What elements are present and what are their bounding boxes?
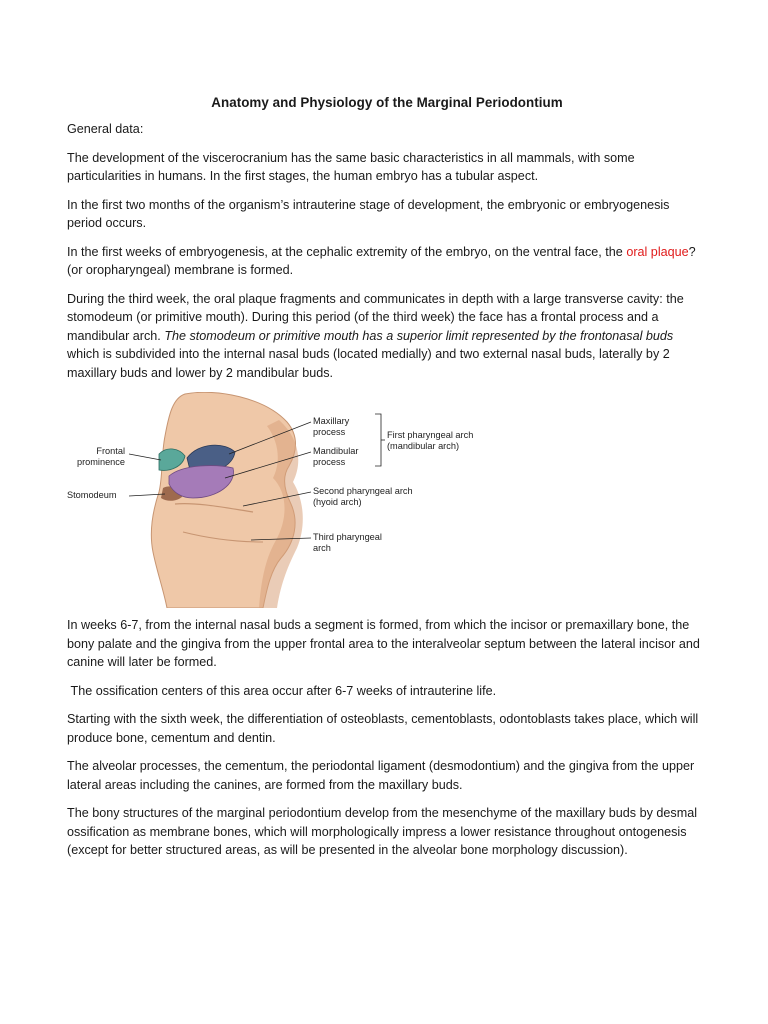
oral-plaque-highlight: oral plaque [626,244,689,259]
paragraph-oral-plaque [67,243,707,280]
section-heading-general-data: General data: [67,122,144,136]
paragraph-viscerocranium: The development of the viscerocranium has the same basic characteristics in all mammals, with some particularities in humans. In the first stages, the human embryo has a tubular aspect. [67,150,635,183]
paragraph-bony-structures: The bony structures of the marginal periodontium develop from the mesenchyme of the maxillary buds by desmal ossification as membrane bones, which will morphologically impress a lower resistance throughout ontogenesis (except for better structured areas, as will be presented in the alveolar bone morphology discussion). [67,806,697,857]
paragraph-sixth-week: Starting with the sixth week, the differentiation of osteoblasts, cementoblasts, odontoblasts takes place, which will produce bone, cementum and dentin. [67,712,699,745]
label-mandibular-process: Mandibular process [313,446,359,467]
document-title: Anatomy and Physiology of the Marginal Periodontium [211,95,563,110]
paragraph-ossification-centers: The ossification centers of this area occur after 6-7 weeks of intrauterine life. [67,683,497,698]
paragraph-alveolar-processes: The alveolar processes, the cementum, the periodontal ligament (desmodontium) and the gingiva from the upper lateral areas including the canines, are formed from the maxillary buds. [67,759,695,792]
paragraph-stomodeum [67,290,707,383]
label-stomodeum: Stomodeum [67,490,117,500]
oral-plaque-text-before: In the first weeks of embryogenesis, at the cephalic extremity of the embryo, on the ventral face, the [67,244,627,259]
paragraph-weeks-6-7: In weeks 6-7, from the internal nasal buds a segment is formed, from which the incisor or premaxillary bone, the bony palate and the gingiva from the upper frontal area to the interalveolar septum between the lateral incisor and canine will later be formed. [67,618,700,669]
oral-plaque-text-after: ? (or oropharyngeal) membrane is formed. [67,244,696,277]
stomodeum-text-before: During the third week, the oral plaque fragments and communicates in depth with a large transverse cavity: the stomodeum (or primitive mouth). During this period (of the third week) the face has a frontal process and a mandibular arch. [67,291,684,343]
embryo-illustration [67,392,487,608]
document-body [67,94,707,870]
stomodeum-text-after: which is subdivided into the internal nasal buds (located medially) and two external nasal buds, laterally by 2 maxillary buds and lower by 2 mandibular buds. [67,347,670,380]
label-second-pharyngeal-arch: Second pharyngeal arch (hyoid arch) [313,486,413,507]
embryo-face-figure [67,392,487,608]
stomodeum-italic-text: The stomodeum or primitive mouth has a superior limit represented by the frontonasal buds [164,328,674,343]
label-maxillary-process: Maxillary process [313,416,350,437]
paragraph-embryogenesis-period: In the first two months of the organism’s intrauterine stage of development, the embryonic or embryogenesis period occurs. [67,197,670,230]
label-third-pharyngeal-arch: Third pharyngeal arch [313,532,382,553]
label-first-pharyngeal-arch: First pharyngeal arch (mandibular arch) [387,430,474,451]
label-frontal-prominence: Frontal prominence [76,446,125,467]
